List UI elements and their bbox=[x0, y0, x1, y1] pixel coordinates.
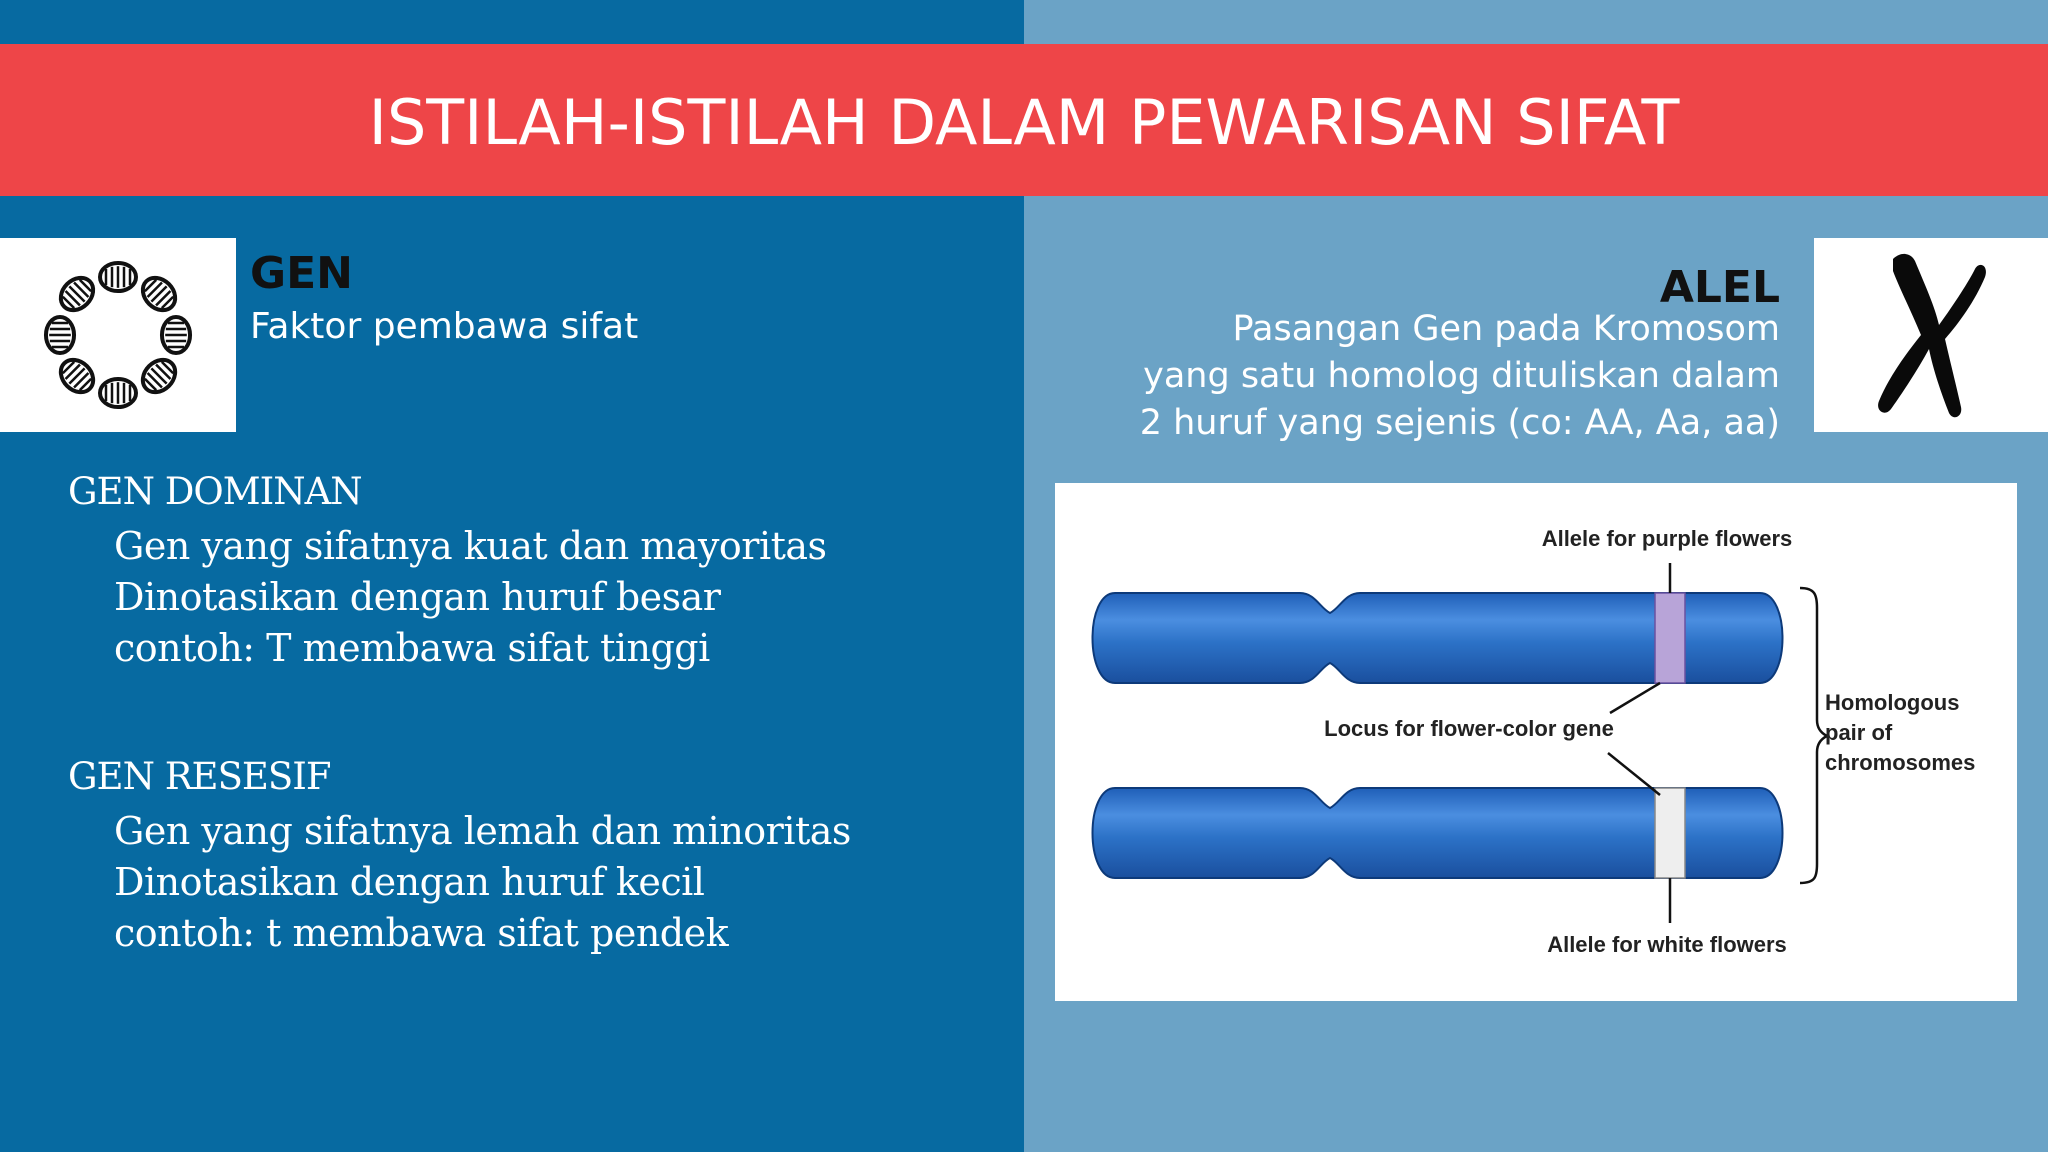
gen-subtitle: Faktor pembawa sifat bbox=[250, 306, 639, 347]
gen-dominan-line: contoh: T membawa sifat tinggi bbox=[114, 626, 710, 670]
homologous-brace bbox=[1800, 588, 1827, 883]
homologous-label-1: Homologous bbox=[1825, 690, 1960, 715]
dna-lobe bbox=[46, 317, 74, 353]
gen-heading: GEN bbox=[250, 248, 353, 299]
homologous-label-3: chromosomes bbox=[1825, 750, 1976, 775]
dna-lobe bbox=[100, 379, 136, 407]
title-band bbox=[0, 44, 2048, 196]
alel-line: yang satu homolog dituliskan dalam bbox=[1143, 356, 1780, 396]
alel-heading: ALEL bbox=[1659, 262, 1780, 313]
gen-resesif-heading: GEN RESESIF bbox=[68, 755, 331, 798]
dna-lobe bbox=[54, 353, 99, 398]
alel-line: 2 huruf yang sejenis (co: AA, Aa, aa) bbox=[1139, 403, 1780, 443]
gen-dominan-block bbox=[68, 470, 827, 674]
chromosome-icon bbox=[1871, 245, 1991, 425]
gen-dominan-line: Gen yang sifatnya kuat dan mayoritas bbox=[114, 524, 827, 568]
alel-icon-box bbox=[1814, 238, 2048, 432]
gen-dominan-line: Dinotasikan dengan huruf besar bbox=[114, 575, 721, 619]
homologous-label-2: pair of bbox=[1825, 720, 1893, 745]
white-allele-label: Allele for white flowers bbox=[1547, 932, 1787, 957]
locus-leader-top bbox=[1610, 683, 1660, 713]
alel-description bbox=[1080, 306, 1780, 447]
slide-title: ISTILAH-ISTILAH DALAM PEWARISAN SIFAT bbox=[368, 85, 1680, 159]
gen-resesif-line: Gen yang sifatnya lemah dan minoritas bbox=[114, 809, 851, 853]
purple-allele-band bbox=[1655, 593, 1685, 683]
gen-resesif-line: contoh: t membawa sifat pendek bbox=[114, 911, 729, 955]
dna-lobe bbox=[54, 271, 99, 316]
gen-dominan-heading: GEN DOMINAN bbox=[68, 470, 362, 513]
locus-label: Locus for flower-color gene bbox=[1324, 716, 1614, 741]
dna-ring-icon bbox=[33, 250, 203, 420]
gen-icon-box bbox=[0, 238, 236, 432]
dna-lobe bbox=[162, 317, 190, 353]
dna-lobe bbox=[136, 353, 181, 398]
chromosome-diagram bbox=[1055, 483, 2017, 1001]
dna-lobe bbox=[100, 263, 136, 291]
gen-resesif-line: Dinotasikan dengan huruf kecil bbox=[114, 860, 705, 904]
gen-resesif-block bbox=[68, 755, 851, 959]
alel-line: Pasangan Gen pada Kromosom bbox=[1232, 309, 1780, 349]
dna-lobe bbox=[136, 271, 181, 316]
white-allele-band bbox=[1655, 788, 1685, 878]
chromosome-diagram-svg bbox=[1055, 483, 2017, 1001]
purple-allele-label: Allele for purple flowers bbox=[1541, 526, 1793, 551]
